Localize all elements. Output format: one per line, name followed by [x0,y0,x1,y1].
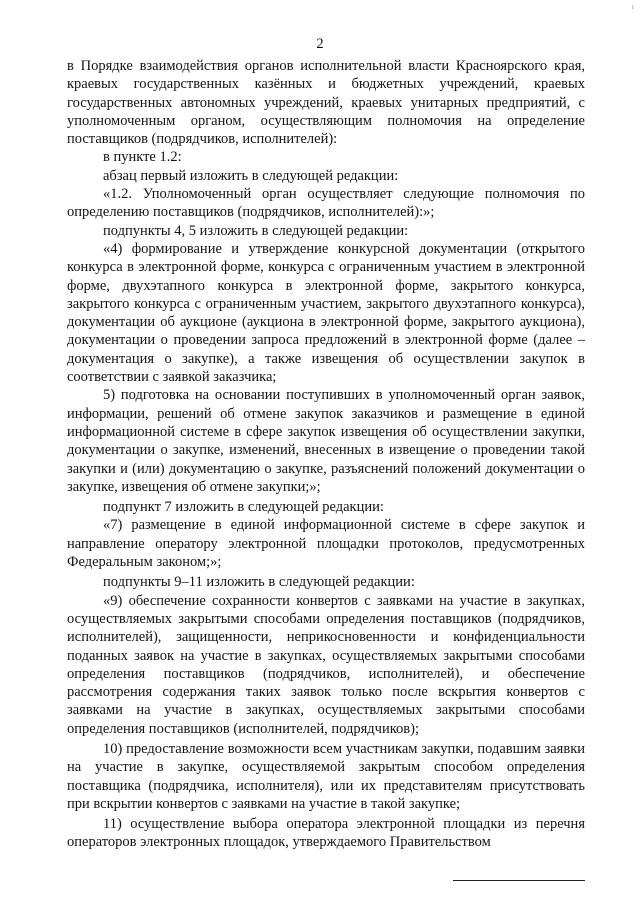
paragraph: в пункте 1.2: [103,149,182,166]
paragraph: «4) формирование и утверждение конкурсной документации (открытого конкурса в электронной форме, конкурса с ограниченным участием в электронной форме, двухэтапного конкурса в электронной форме, закрытого конкурса, закрытого конкурса с ограниченным участием, закрытого двухэтапного конкурса), документации об аукционе (аукциона в электронной форме, закрытого аукциона), документации о проведении запроса предложений в электронной форме (далее – документация о закупке), а также извещения об осуществлении закупок в соответствии с заявкой заказчика; [67,240,585,386]
paragraph: подпункт 7 изложить в следующей редакции: [103,499,384,516]
paragraph: подпункты 4, 5 изложить в следующей редакции: [103,222,409,239]
page-number: 2 [316,36,324,52]
paragraph: подпункты 9–11 изложить в следующей редакции: [103,574,415,591]
corner-mark: ı [631,2,634,11]
footer-rule [453,880,585,881]
paragraph: абзац первый изложить в следующей редакции: [103,167,399,184]
paragraph: 10) предоставление возможности всем участникам закупки, подавшим заявки на участие в закупке, осуществляемой закрытым способом определения поставщика (подрядчика, исполнителя), или их представителям присутствовать при вскрытии конвертов с заявками на участие в такой закупке; [67,740,585,812]
paragraph: «7) размещение в единой информационной системе в сфере закупок и направление оператору электронной площадки протоколов, предусмотренных Федеральным законом;»; [67,517,585,571]
paragraph: 5) подготовка на основании поступивших в уполномоченный орган заявок, информации, решений об отмене закупок заказчиков и размещение в единой информационной системе в сфере закупок извещения об осуществлении закупки, документации о закупке, изменений, внесенных в извещение о проведении такой закупки и (или) документацию о закупке, разъяснений положений документации о закупке, извещения об отмене закупки;»; [67,387,585,495]
paragraph: «1.2. Уполномоченный орган осуществляет следующие полномочия по определению поставщиков (подрядчиков, исполнителей):»; [67,186,585,221]
paragraph: 11) осуществление выбора оператора электронной площадки из перечня операторов электронных площадок, утверждаемого Правительством [67,816,585,851]
paragraph-intro: в Порядке взаимодействия органов исполнительной власти Красноярского края, краевых государственных казённых и бюджетных учреждений, краевых государственных автономных учреждений, краевых унитарных предприятий, с уполномоченным органом, осуществляющим полномочия на определение поставщиков (подрядчиков, исполнителей): [67,58,585,148]
paragraph: «9) обеспечение сохранности конвертов с заявками на участие в закупках, осуществляемых закрытыми способами определения поставщиков (подрядчиков, исполнителей), защищенности, неприкосновенности и конфиденциальности поданных заявок на участие в закупках, осуществляемых закрытыми способами определения поставщиков (подрядчиков, исполнителей), и обеспечение рассмотрения содержания таких заявок только после вскрытия конвертов с заявками на участие в закупках, осуществляемых закрытыми способами определения поставщиков (исполнителей, подрядчиков); [67,592,585,737]
document-body [67,57,585,852]
